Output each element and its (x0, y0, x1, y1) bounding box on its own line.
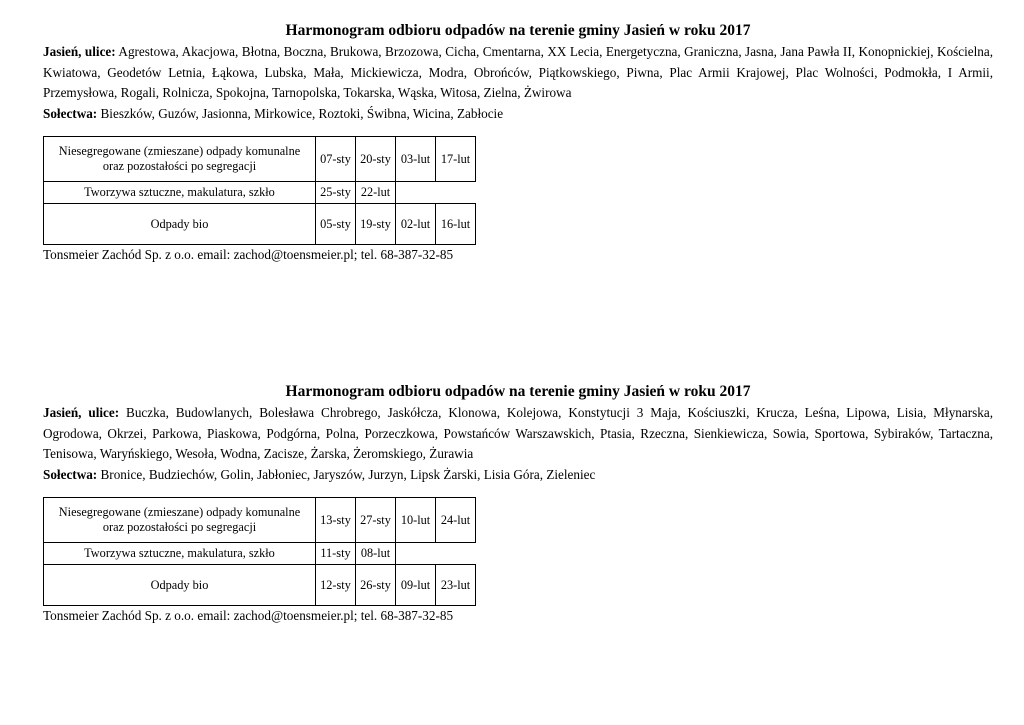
schedule-section-2 (43, 383, 993, 625)
date-cell: 17-lut (436, 137, 476, 182)
streets-paragraph (43, 42, 993, 104)
table-row-mixed-waste (44, 137, 476, 182)
contact-footer: Tonsmeier Zachód Sp. z o.o. email: zachod@toensmeier.pl; tel. 68-387-32-85 (43, 247, 454, 262)
villages-list: Bieszków, Guzów, Jasionna, Mirkowice, Roztoki, Świbna, Wicina, Zabłocie (100, 105, 504, 121)
streets-paragraph (43, 403, 993, 465)
table-row-recyclables (44, 182, 476, 204)
date-cell: 25-sty (316, 182, 356, 204)
row-label-line: oraz pozostałości po segregacji (102, 159, 257, 173)
date-cell: 24-lut (436, 498, 476, 543)
date-cell: 09-lut (396, 565, 436, 606)
section-title: Harmonogram odbioru odpadów na terenie gminy Jasień w roku 2017 (285, 22, 751, 39)
streets-label: Jasień, ulice: (43, 405, 120, 420)
villages-paragraph (43, 104, 993, 125)
contact-footer: Tonsmeier Zachód Sp. z o.o. email: zachod@toensmeier.pl; tel. 68-387-32-85 (43, 608, 454, 623)
schedule-table (43, 497, 476, 606)
date-cell: 11-sty (316, 543, 356, 565)
row-label-recyclables: Tworzywa sztuczne, makulatura, szkło (44, 543, 316, 565)
streets-list: Agrestowa, Akacjowa, Błotna, Boczna, Brukowa, Brzozowa, Cicha, Cmentarna, XX Lecia, Energetyczna, Graniczna, Jasna, Jana Pawła II, Konopnickiej, Kościelna, Kwiatowa, Geodetów Letnia, Łąkowa, Lubska, Mała, Mickiewicza, Modra, Obrońców, Piątkowskiego, Piwna, Plac Armii Krajowej, Plac Wolności, Podmokła, I Armii, Przemysłowa, Rogali, Rolnicza, Spokojna, Tarnopolska, Tokarska, Wąska, Witosa, Zielna, Żwirowa (43, 44, 994, 100)
streets-list: Buczka, Budowlanych, Bolesława Chrobrego, Jaskółcza, Klonowa, Kolejowa, Konstytucji 3 Maja, Kościuszki, Krucza, Leśna, Lipowa, Lisia, Młynarska, Ogrodowa, Okrzei, Parkowa, Piaskowa, Podgórna, Polna, Porzeczkowa, Powstańców Warszawskich, Ptasia, Rzeczna, Sienkiewicza, Sowia, Sportowa, Sybiraków, Tartaczna, Tenisowa, Waryńskiego, Wesoła, Wodna, Zacisze, Żarska, Żeromskiego, Żurawia (43, 405, 994, 461)
empty-cell (396, 543, 436, 565)
section-title: Harmonogram odbioru odpadów na terenie gminy Jasień w roku 2017 (285, 383, 751, 400)
date-cell: 02-lut (396, 204, 436, 245)
date-cell: 27-sty (356, 498, 396, 543)
row-label-bio-waste: Odpady bio (44, 565, 316, 606)
row-label-mixed-waste (44, 498, 316, 543)
date-cell: 19-sty (356, 204, 396, 245)
date-cell: 16-lut (436, 204, 476, 245)
table-row-recyclables (44, 543, 476, 565)
date-cell: 13-sty (316, 498, 356, 543)
row-label-bio-waste: Odpady bio (44, 204, 316, 245)
schedule-section-1 (43, 22, 993, 264)
empty-cell (436, 182, 476, 204)
date-cell: 23-lut (436, 565, 476, 606)
date-cell: 03-lut (396, 137, 436, 182)
date-cell: 10-lut (396, 498, 436, 543)
schedule-table (43, 136, 476, 245)
row-label-mixed-waste (44, 137, 316, 182)
table-row-mixed-waste (44, 498, 476, 543)
row-label-line: Niesegregowane (zmieszane) odpady komunalne (58, 505, 301, 519)
villages-paragraph (43, 465, 993, 486)
villages-list: Bronice, Budziechów, Golin, Jabłoniec, Jaryszów, Jurzyn, Lipsk Żarski, Lisia Góra, Zieleniec (100, 466, 596, 482)
row-label-line: oraz pozostałości po segregacji (102, 520, 257, 534)
date-cell: 20-sty (356, 137, 396, 182)
table-row-bio-waste (44, 565, 476, 606)
date-cell: 05-sty (316, 204, 356, 245)
date-cell: 08-lut (356, 543, 396, 565)
streets-label: Jasień, ulice: (43, 44, 116, 59)
villages-label: Sołectwa: (43, 466, 98, 482)
empty-cell (436, 543, 476, 565)
date-cell: 12-sty (316, 565, 356, 606)
row-label-recyclables: Tworzywa sztuczne, makulatura, szkło (44, 182, 316, 204)
date-cell: 22-lut (356, 182, 396, 204)
villages-label: Sołectwa: (43, 105, 98, 121)
empty-cell (396, 182, 436, 204)
row-label-line: Niesegregowane (zmieszane) odpady komunalne (58, 144, 301, 158)
date-cell: 26-sty (356, 565, 396, 606)
table-row-bio-waste (44, 204, 476, 245)
date-cell: 07-sty (316, 137, 356, 182)
